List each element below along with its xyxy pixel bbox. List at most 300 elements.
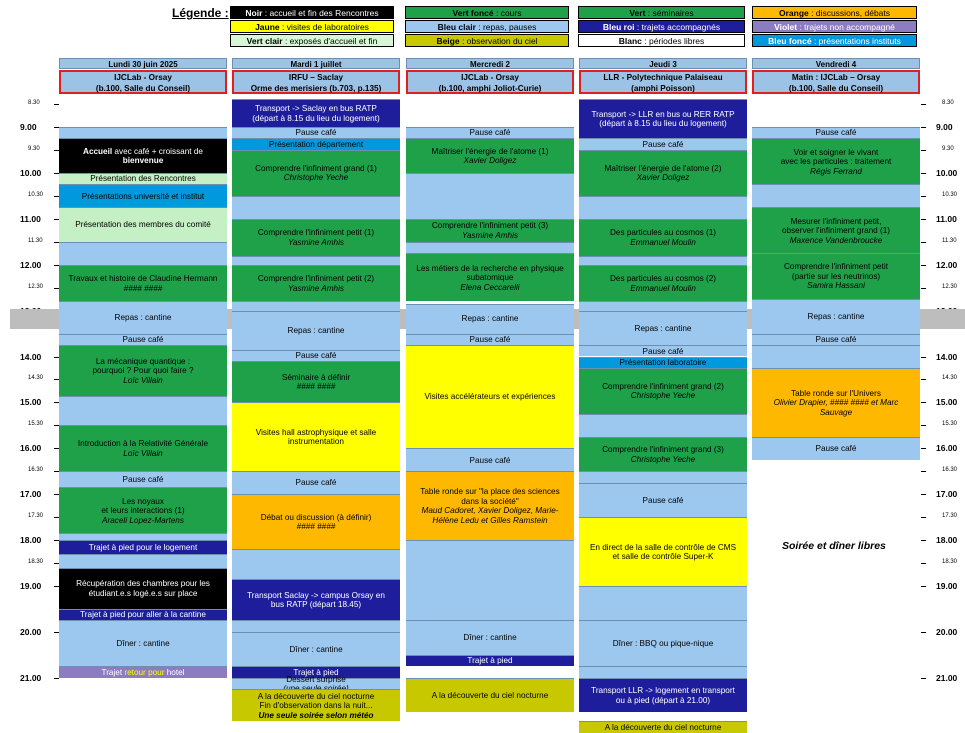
schedule-block bbox=[752, 253, 920, 299]
block-line: Pause café bbox=[469, 128, 511, 138]
half-hour-label: 10.30 bbox=[28, 191, 44, 198]
schedule-block bbox=[579, 368, 747, 414]
block-line: Visites accélérateurs et expériences bbox=[424, 392, 556, 402]
legend-item-name: Vert clair bbox=[246, 36, 283, 46]
schedule-block bbox=[232, 127, 400, 138]
block-title bbox=[591, 686, 735, 696]
schedule-block bbox=[59, 487, 227, 533]
day-title: Jeudi 3 bbox=[579, 58, 747, 69]
block-title bbox=[83, 147, 203, 157]
hour-tick bbox=[921, 173, 926, 174]
legend-item bbox=[405, 34, 569, 47]
half-hour-tick bbox=[921, 379, 926, 380]
filler-slot bbox=[579, 666, 747, 677]
block-line: Table ronde sur "la place des sciences bbox=[420, 487, 560, 497]
hour-tick bbox=[54, 678, 59, 679]
legend-item-desc: : exposés d'accueil et fin bbox=[282, 36, 378, 46]
filler-slot bbox=[579, 196, 747, 219]
hour-label: 11.00 bbox=[936, 213, 957, 224]
legend-item-name: Bleu roi bbox=[602, 22, 635, 32]
schedule-block bbox=[232, 689, 400, 721]
schedule-block bbox=[406, 620, 574, 654]
block-line: Pause café bbox=[642, 346, 684, 356]
block-title bbox=[288, 326, 345, 336]
block-line: Maîtriser l'énergie de l'atome (2) bbox=[604, 163, 722, 173]
block-line: Pause café bbox=[815, 335, 857, 345]
block-title bbox=[82, 192, 204, 202]
schedule-block bbox=[752, 437, 920, 460]
schedule-block bbox=[232, 402, 400, 471]
block-line: Maîtriser l'énergie de l'atome (1) bbox=[431, 146, 549, 156]
hour-tick bbox=[921, 678, 926, 679]
block-line: Dîner : cantine bbox=[116, 639, 170, 649]
block-title bbox=[420, 487, 559, 497]
hour-label: 16.00 bbox=[936, 443, 958, 454]
block-line: avec café + croissant de bbox=[112, 146, 203, 156]
block-line: Pause café bbox=[642, 495, 684, 505]
block-line: Repas : cantine bbox=[287, 325, 345, 335]
hour-label: 20.00 bbox=[20, 626, 42, 637]
block-line: A la découverte du ciel nocturne bbox=[431, 690, 549, 700]
block-title bbox=[425, 392, 556, 402]
day-title: Lundi 30 juin 2025 bbox=[59, 58, 227, 69]
venue-name: LLR - Polytechnique Palaiseau bbox=[603, 73, 723, 82]
day-title: Mardi 1 juillet bbox=[232, 58, 400, 69]
block-line: Hélène Ledu et Gilles Ramstein bbox=[432, 515, 548, 525]
half-hour-label: 15.30 bbox=[28, 421, 44, 428]
hour-label: 21.00 bbox=[20, 672, 42, 683]
half-hour-tick bbox=[921, 517, 926, 518]
block-line: Des particules au cosmos (1) bbox=[609, 228, 717, 238]
block-line: observer l'infiniment grand (1) bbox=[781, 226, 891, 235]
block-line: Pause café bbox=[642, 139, 684, 149]
schedule-block bbox=[579, 517, 747, 586]
block-title bbox=[80, 610, 206, 620]
block-line: #### #### bbox=[296, 522, 336, 532]
half-hour-tick bbox=[921, 150, 926, 151]
hour-tick bbox=[921, 586, 926, 587]
schedule-block bbox=[232, 494, 400, 549]
block-line: Les métiers de la recherche en physique bbox=[416, 263, 564, 273]
block-line: Christophe Yeche bbox=[630, 391, 696, 401]
block-line: Présentation laboratoire bbox=[619, 357, 707, 367]
block-line: Pause café bbox=[295, 128, 337, 138]
hour-label: 17.00 bbox=[936, 489, 958, 500]
block-line: Introduction à la Relativité Générale bbox=[77, 439, 209, 449]
block-line: Samira Hassani bbox=[807, 281, 865, 291]
block-title bbox=[296, 351, 337, 361]
block-line: Transport -> Saclay en bus RATP bbox=[255, 104, 377, 114]
legend-item-name: Bleu foncé bbox=[768, 36, 812, 46]
block-title bbox=[432, 691, 549, 701]
block-line: En direct de la salle de contrôle de CMS bbox=[589, 542, 737, 552]
block-title bbox=[620, 358, 707, 368]
hour-tick bbox=[921, 494, 926, 495]
schedule-block bbox=[406, 678, 574, 712]
block-title bbox=[602, 382, 724, 392]
schedule-block bbox=[59, 301, 227, 333]
block-line: A la découverte du ciel nocturne bbox=[604, 722, 722, 732]
block-line: bus RATP (départ 18.45) bbox=[270, 600, 362, 610]
schedule-block bbox=[59, 138, 227, 172]
block-title bbox=[115, 313, 172, 323]
block-title bbox=[282, 373, 350, 383]
block-title bbox=[791, 217, 882, 227]
schedule-block bbox=[406, 304, 574, 334]
hour-label: 19.00 bbox=[936, 581, 958, 591]
schedule-block bbox=[406, 655, 574, 666]
block-line: Travaux et histoire de Claudine Hermann bbox=[68, 274, 218, 284]
block-line: Trajet à pied pour le logement bbox=[88, 542, 198, 552]
block-line: Transport -> LLR en bus ou RER RATP bbox=[591, 109, 735, 119]
schedule-block bbox=[579, 265, 747, 302]
filler-slot bbox=[579, 414, 747, 437]
schedule-block bbox=[59, 334, 227, 345]
schedule-block bbox=[232, 138, 400, 149]
block-line: Pause café bbox=[295, 351, 337, 361]
hour-tick bbox=[921, 402, 926, 403]
block-line: Comprendre l'infiniment petit (2) bbox=[257, 274, 375, 284]
half-hour-tick bbox=[921, 196, 926, 197]
filler-slot bbox=[752, 345, 920, 368]
half-hour-label: 12.30 bbox=[942, 283, 958, 290]
block-line: (départ à 8.15 du lieu du logement) bbox=[599, 119, 727, 129]
block-line: Olivier Drapier, #### #### et Marc bbox=[773, 398, 899, 408]
schedule-block bbox=[752, 138, 920, 184]
block-line: Récupération des chambres pour les bbox=[76, 579, 210, 589]
half-hour-tick bbox=[921, 104, 926, 105]
half-hour-label: 15.30 bbox=[942, 421, 958, 428]
legend-title: Légende : bbox=[172, 6, 229, 20]
block-title bbox=[296, 128, 337, 138]
block-line: Yasmine Amhis bbox=[288, 237, 344, 247]
hour-tick bbox=[921, 265, 926, 266]
block-line: Pause café bbox=[469, 455, 511, 465]
half-hour-label: 14.30 bbox=[28, 375, 44, 382]
hour-label: 10.00 bbox=[936, 167, 958, 178]
venue-room: (b.100, Salle du Conseil) bbox=[788, 84, 884, 93]
half-hour-label: 8.30 bbox=[28, 100, 40, 107]
venue-name: Matin : IJCLab – Orsay bbox=[791, 73, 881, 82]
hour-label: 18.00 bbox=[936, 535, 958, 546]
legend-item bbox=[578, 34, 745, 47]
block-line: Pause café bbox=[122, 335, 164, 345]
legend-item bbox=[405, 20, 569, 33]
legend-item-desc: : présentations instituts bbox=[811, 36, 901, 46]
block-line: hotel bbox=[164, 667, 185, 677]
block-line: #### #### bbox=[123, 283, 163, 293]
venue-name: IRFU – Saclay bbox=[288, 73, 344, 82]
half-hour-label: 8.30 bbox=[942, 100, 954, 107]
half-hour-tick bbox=[921, 563, 926, 564]
block-line: Elena Ceccarelli bbox=[460, 282, 520, 292]
legend-item-name: Vert bbox=[629, 8, 646, 18]
legend-item-name: Noir bbox=[245, 8, 263, 18]
legend-item bbox=[230, 34, 394, 47]
block-line: Repas : cantine bbox=[634, 323, 692, 333]
legend-item bbox=[578, 6, 745, 19]
block-title bbox=[610, 274, 716, 284]
block-title bbox=[605, 164, 722, 174]
filler-slot bbox=[579, 301, 747, 310]
filler-slot bbox=[232, 256, 400, 265]
venue-name: IJCLab - Orsay bbox=[461, 73, 519, 82]
schedule-block bbox=[232, 361, 400, 402]
half-hour-tick bbox=[54, 104, 59, 105]
schedule-block bbox=[752, 334, 920, 345]
legend-item-desc: : visites de laboratoires bbox=[279, 22, 369, 32]
filler-slot bbox=[752, 184, 920, 207]
hour-label: 15.00 bbox=[20, 397, 42, 408]
schedule-block bbox=[59, 666, 227, 677]
hour-label: 10.00 bbox=[20, 167, 42, 178]
half-hour-label: 16.30 bbox=[942, 467, 958, 474]
hour-tick bbox=[921, 632, 926, 633]
schedule-block bbox=[579, 138, 747, 149]
block-line: Transport LLR -> logement en transport bbox=[591, 686, 735, 695]
schedule-block bbox=[59, 173, 227, 184]
hour-label: 12.00 bbox=[936, 259, 958, 270]
schedule-block bbox=[579, 620, 747, 666]
block-title bbox=[643, 496, 684, 506]
block-line: Accueil bbox=[83, 146, 113, 156]
block-title bbox=[261, 513, 372, 523]
block-line: Araceli Lopez-Martens bbox=[102, 515, 184, 525]
block-title bbox=[643, 140, 684, 150]
schedule-block bbox=[752, 299, 920, 333]
hour-tick bbox=[921, 219, 926, 220]
block-title bbox=[416, 264, 563, 274]
hour-label: 14.00 bbox=[936, 351, 958, 362]
schedule-block bbox=[579, 150, 747, 196]
block-line: Comprendre l'infiniment petit (1) bbox=[257, 228, 375, 238]
schedule-block bbox=[579, 345, 747, 356]
block-line: étudiant.e.s logé.e.s sur place bbox=[88, 588, 198, 598]
block-title bbox=[96, 357, 190, 367]
block-line: et leurs interactions (1) bbox=[101, 506, 185, 515]
block-title bbox=[123, 335, 164, 345]
legend-item-desc: : trajets accompagnés bbox=[634, 22, 721, 32]
day-venue bbox=[579, 70, 747, 94]
block-line: instrumentation bbox=[288, 437, 344, 447]
legend-item bbox=[405, 6, 569, 19]
block-title bbox=[89, 543, 197, 553]
day-title: Vendredi 4 bbox=[752, 58, 920, 69]
legend-item-desc: : périodes libres bbox=[641, 36, 705, 46]
filler-slot bbox=[59, 554, 227, 568]
block-line: Présentation des membres du comité bbox=[75, 220, 211, 230]
block-title bbox=[286, 675, 346, 685]
block-line: Régis Ferrand bbox=[810, 166, 862, 176]
block-line: Trajet à pied pour aller à la cantine bbox=[80, 610, 206, 620]
block-title bbox=[432, 147, 549, 157]
schedule-block bbox=[59, 345, 227, 395]
block-line: Xavier Doligez bbox=[463, 156, 517, 166]
day-venue bbox=[59, 70, 227, 94]
legend-item bbox=[752, 6, 917, 19]
legend-item-name: Jaune bbox=[255, 22, 280, 32]
hour-label: 19.00 bbox=[20, 581, 42, 591]
half-hour-label: 9.30 bbox=[942, 145, 954, 152]
schedule-block bbox=[406, 448, 574, 471]
block-line: Xavier Doligez bbox=[636, 173, 690, 183]
hour-tick bbox=[921, 357, 926, 358]
block-title bbox=[816, 444, 857, 454]
filler-slot bbox=[406, 242, 574, 253]
block-line: Pause café bbox=[815, 444, 857, 454]
schedule-block bbox=[406, 127, 574, 138]
schedule-block bbox=[232, 674, 400, 689]
block-title bbox=[591, 110, 734, 120]
block-line: pourquoi ? Pour quoi faire ? bbox=[92, 366, 194, 375]
block-line: Emmanuel Moulin bbox=[630, 237, 696, 247]
block-title bbox=[78, 439, 208, 449]
legend-item-desc: : discussions, débats bbox=[808, 8, 891, 18]
filler-slot bbox=[59, 242, 227, 265]
block-line: Pause café bbox=[815, 128, 857, 138]
block-line: Présentation département bbox=[268, 139, 364, 149]
block-line: Repas : cantine bbox=[114, 313, 172, 323]
hour-label: 9.00 bbox=[20, 122, 37, 132]
block-line: Dîner : cantine bbox=[463, 633, 517, 643]
schedule-block bbox=[59, 471, 227, 487]
block-line: A la découverte du ciel nocturne bbox=[257, 691, 375, 701]
schedule-block bbox=[752, 127, 920, 138]
friday-evening-note: Soirée et dîner libres bbox=[782, 540, 886, 552]
hour-label: 17.00 bbox=[20, 489, 42, 500]
schedule-block bbox=[579, 219, 747, 256]
block-title bbox=[256, 428, 376, 438]
block-line: Fin d'observation dans la nuit... bbox=[259, 701, 373, 711]
schedule-block bbox=[579, 311, 747, 345]
schedule-block bbox=[406, 345, 574, 448]
block-title bbox=[613, 639, 714, 649]
block-line: subatomique bbox=[466, 273, 514, 283]
schedule-block bbox=[59, 568, 227, 609]
schedule-block bbox=[232, 265, 400, 302]
half-hour-tick bbox=[921, 288, 926, 289]
schedule-block bbox=[59, 620, 227, 666]
block-title bbox=[635, 324, 692, 334]
block-title bbox=[463, 633, 516, 643]
half-hour-label: 17.30 bbox=[28, 513, 44, 520]
schedule-block bbox=[59, 207, 227, 241]
schedule-block bbox=[59, 425, 227, 471]
schedule-block bbox=[59, 184, 227, 207]
schedule-block bbox=[406, 471, 574, 540]
venue-room: (b.100, Salle du Conseil) bbox=[95, 84, 191, 93]
block-title bbox=[816, 128, 857, 138]
block-line: Transport Saclay -> campus Orsay en bbox=[247, 590, 385, 600]
block-line: Loïc Villain bbox=[123, 375, 163, 385]
block-title bbox=[590, 543, 736, 553]
block-title bbox=[462, 314, 519, 324]
block-title bbox=[123, 475, 164, 485]
block-line: Sauvage bbox=[819, 407, 853, 417]
schedule-block bbox=[406, 253, 574, 301]
block-line: Dîner : cantine bbox=[289, 644, 343, 654]
hour-label: 14.00 bbox=[20, 351, 42, 362]
block-line: Voir et soigner le vivant bbox=[793, 147, 879, 157]
schedule-block bbox=[232, 219, 400, 256]
block-line: avec les particules : traitement bbox=[780, 157, 892, 167]
schedule-block bbox=[232, 99, 400, 127]
block-title bbox=[816, 335, 857, 345]
hour-label: 16.00 bbox=[20, 443, 42, 454]
block-title bbox=[76, 579, 210, 589]
block-line: et salle de contrôle Super-K bbox=[612, 552, 714, 562]
half-hour-label: 11.30 bbox=[28, 237, 43, 244]
legend-item-name: Blanc bbox=[618, 36, 642, 46]
block-title bbox=[116, 639, 169, 649]
schedule-block bbox=[232, 579, 400, 620]
legend-item-name: Beige bbox=[436, 36, 460, 46]
schedule-block bbox=[579, 437, 747, 471]
block-line: Emmanuel Moulin bbox=[630, 283, 696, 293]
block-line: ou à pied (départ à 21.00) bbox=[615, 695, 711, 705]
hour-label: 21.00 bbox=[936, 672, 958, 683]
schedule-block bbox=[752, 368, 920, 437]
half-hour-label: 10.30 bbox=[942, 191, 958, 198]
filler-slot bbox=[579, 471, 747, 482]
block-line: Débat ou discussion (à définir) bbox=[260, 512, 372, 522]
hour-label: 12.00 bbox=[20, 259, 42, 270]
schedule-block bbox=[406, 334, 574, 345]
hour-label: 11.00 bbox=[20, 213, 41, 224]
block-title bbox=[784, 262, 888, 272]
block-line: Mesurer l'infiniment petit, bbox=[790, 216, 882, 226]
block-line: dans la société" bbox=[461, 496, 519, 506]
legend-item-desc: : séminaires bbox=[645, 8, 694, 18]
block-title bbox=[791, 389, 881, 399]
block-line: Pause café bbox=[469, 335, 511, 345]
filler-slot bbox=[232, 620, 400, 631]
schedule-block bbox=[232, 311, 400, 350]
block-line: Repas : cantine bbox=[461, 314, 519, 324]
block-line: Présentation des Rencontres bbox=[90, 174, 196, 184]
block-title bbox=[296, 478, 337, 488]
half-hour-tick bbox=[921, 425, 926, 426]
legend-item-desc: : trajets non accompagné bbox=[797, 22, 895, 32]
block-line: bienvenue bbox=[122, 156, 164, 166]
block-line: (partie sur les neutrinos) bbox=[791, 271, 881, 281]
schedule-block bbox=[579, 99, 747, 138]
block-title bbox=[255, 164, 377, 174]
legend-item bbox=[230, 20, 394, 33]
filler-slot bbox=[232, 549, 400, 579]
block-title bbox=[602, 445, 724, 455]
half-hour-label: 14.30 bbox=[942, 375, 958, 382]
block-line: Trajet bbox=[101, 667, 123, 677]
hour-label: 9.00 bbox=[936, 122, 953, 132]
legend-item-desc: : observation du ciel bbox=[459, 36, 538, 46]
legend-item-name: Violet bbox=[774, 22, 798, 32]
block-line: Visites hall astrophysique et salle bbox=[255, 427, 377, 437]
block-line: Présentations université et institut bbox=[81, 191, 205, 201]
day-venue bbox=[232, 70, 400, 94]
block-title bbox=[605, 723, 722, 733]
legend-item-desc: : accueil et fin des Rencontres bbox=[262, 8, 379, 18]
schedule-block bbox=[579, 721, 747, 732]
block-title bbox=[90, 174, 196, 184]
block-title bbox=[610, 228, 716, 238]
block-line: retour pour bbox=[122, 667, 165, 677]
hour-label: 15.00 bbox=[936, 397, 958, 408]
block-line: Dîner : BBQ ou pique-nique bbox=[612, 639, 714, 649]
block-line: Des particules au cosmos (2) bbox=[609, 274, 717, 284]
block-line: Les noyaux bbox=[122, 496, 164, 506]
block-title bbox=[643, 347, 684, 357]
